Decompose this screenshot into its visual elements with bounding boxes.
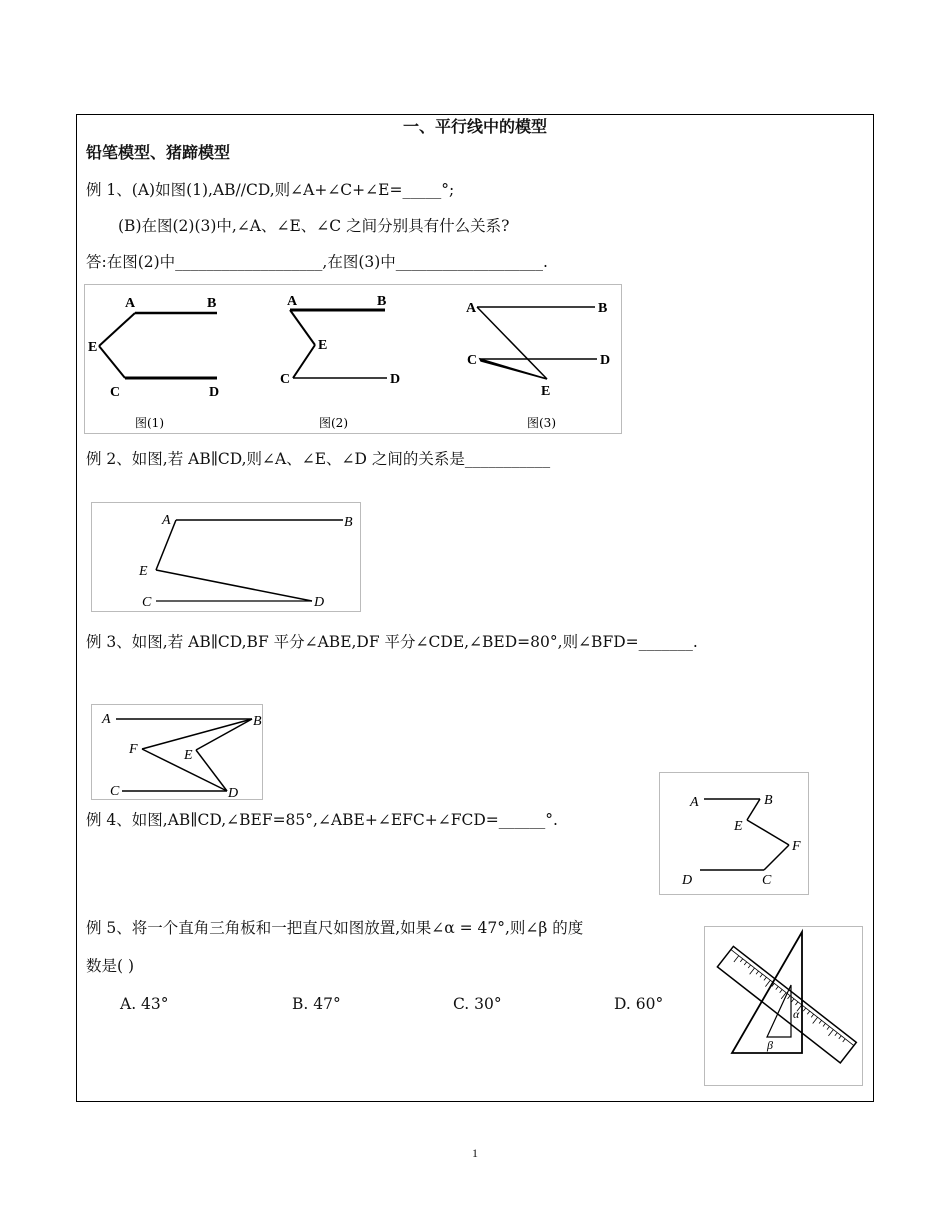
ex5-option-a: A. 43° [120, 995, 169, 1013]
ex4-label-b: B [764, 793, 773, 808]
ex2-figure [91, 502, 361, 612]
ex5-label-alpha: α [793, 1007, 800, 1021]
fig1-label-c: C [110, 385, 121, 400]
fig1-label-d: D [209, 385, 220, 400]
ex2-label-c: C [142, 595, 152, 610]
ex4-label-f: F [792, 839, 801, 854]
ex1-line-a: 例 1、(A)如图(1),AB//CD,则∠A+∠C+∠E=_____°; [86, 181, 455, 199]
fig3-label-c: C [467, 353, 478, 368]
ex2-label-e: E [139, 564, 148, 579]
fig2-label-d: D [390, 372, 401, 387]
ex3-label-a: A [102, 712, 111, 727]
fig2-label-c: C [280, 372, 291, 387]
ex3-label-f: F [129, 742, 138, 757]
ex3-question: 例 3、如图,若 AB∥CD,BF 平分∠ABE,DF 平分∠CDE,∠BED=80°,则∠BFD=_______. [86, 633, 698, 651]
fig2-label-a: A [287, 294, 298, 309]
ex4-question: 例 4、如图,AB∥CD,∠BEF=85°,∠ABE+∠EFC+∠FCD=______°. [86, 811, 558, 829]
fig3-caption: 图(3) [527, 416, 556, 430]
ex3-label-e: E [184, 748, 193, 763]
ex2-question: 例 2、如图,若 AB∥CD,则∠A、∠E、∠D 之间的关系是___________ [86, 450, 551, 468]
ex4-figure [659, 772, 809, 895]
fig3-label-e: E [541, 384, 551, 399]
ex3-figure-svg [92, 705, 264, 801]
ex3-label-b: B [253, 714, 262, 729]
ex5-figure [704, 926, 863, 1086]
fig1-label-a: A [125, 296, 136, 311]
ex2-label-b: B [344, 515, 353, 530]
fig2-label-b: B [377, 294, 387, 309]
fig3-label-d: D [600, 353, 611, 368]
ex2-figure-svg [92, 503, 362, 613]
ex4-label-c: C [762, 873, 772, 888]
fig1-label-e: E [88, 340, 98, 355]
ex1-figures [84, 284, 622, 434]
ex5-option-b: B. 47° [292, 995, 341, 1013]
subtitle: 铅笔模型、猪蹄模型 [86, 143, 231, 162]
fig2-label-e: E [318, 338, 328, 353]
section-title: 一、平行线中的模型 [402, 117, 547, 136]
ex1-figures-svg [85, 285, 623, 435]
ex5-line1: 例 5、将一个直角三角板和一把直尺如图放置,如果∠α = 47°,则∠β 的度 [86, 919, 584, 937]
ex4-label-e: E [734, 819, 743, 834]
ex5-line2: 数是( ) [86, 957, 135, 975]
page-number: 1 [472, 1146, 478, 1160]
fig3-label-b: B [598, 301, 608, 316]
ex3-figure [91, 704, 263, 800]
ex5-option-c: C. 30° [453, 995, 502, 1013]
ex5-figure-svg [705, 927, 864, 1087]
ex1-line-b: (B)在图(2)(3)中,∠A、∠E、∠C 之间分别具有什么关系? [118, 217, 510, 235]
ex3-label-c: C [110, 784, 120, 799]
ex4-label-a: A [690, 795, 699, 810]
ex5-label-beta: β [767, 1038, 773, 1052]
ex2-label-d: D [314, 595, 325, 610]
ex4-figure-svg [660, 773, 810, 896]
ex4-label-d: D [682, 873, 693, 888]
ex2-label-a: A [162, 513, 171, 528]
fig2-caption: 图(2) [319, 416, 348, 430]
fig1-label-b: B [207, 296, 217, 311]
ex5-option-d: D. 60° [614, 995, 664, 1013]
fig1-caption: 图(1) [135, 416, 164, 430]
ex3-label-d: D [228, 786, 239, 801]
ex1-answer: 答:在图(2)中___________________,在图(3)中___________________. [86, 253, 548, 271]
fig3-label-a: A [466, 301, 477, 316]
